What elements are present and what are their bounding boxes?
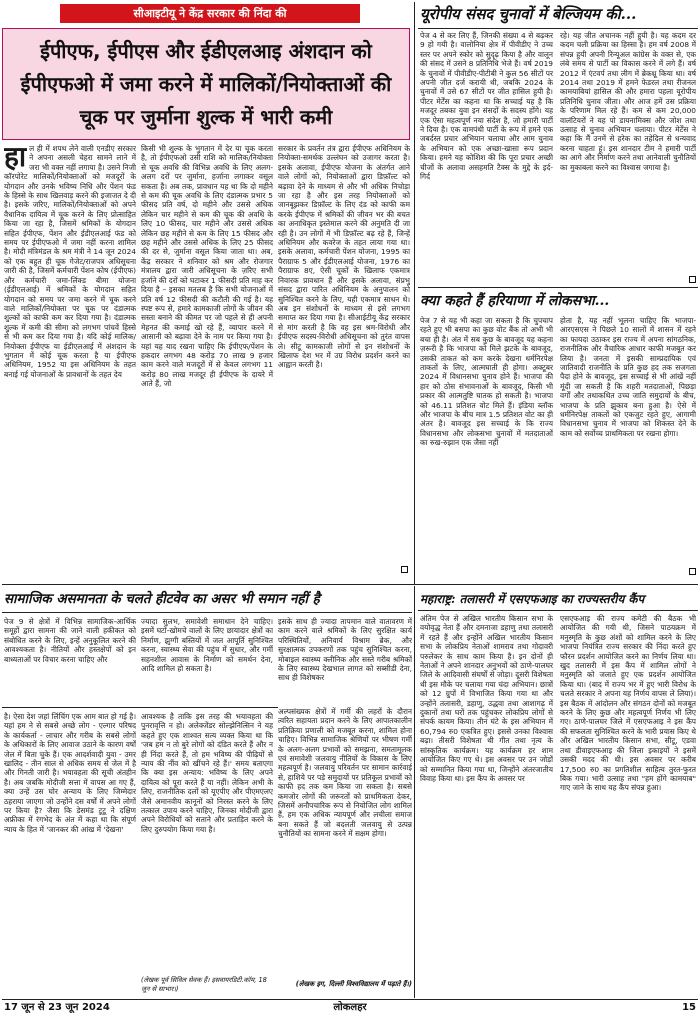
- heatwave-credit: (लेखक इग, दिल्ली विश्वविद्यालय में पढ़ाते हैं।): [295, 980, 412, 988]
- kicker-bar: सीआइटीयू ने केंद्र सरकार की निंदा की: [60, 4, 360, 23]
- dropcap: हा: [4, 144, 27, 173]
- end-mark: [401, 566, 408, 573]
- column-divider: [414, 2, 415, 584]
- heatwave-rule: [2, 612, 412, 613]
- belgium-col1: पेज 4 से कर लिए हैं, जिनकी संख्या 4 से बढ़कर 9 हो गयी है। वालोनिया क्षेत्र में पीवीडीए ने उच्च स्तर पर अपने स्कोर को सुदृढ़ किया है और वालून की संसद में उसने 8 प्रतिनिधि भेजे हैं। वर्ष 2019 के चुनावों में पीवीडीए-पीटीबी ने कुल 56 सीटों पर अपनी जीत दर्ज करायी थी, जबकि 2024 के चुनावों में उसे 67 सीटों पर जीत हासिल हुयी है। पीटर मेर्टेंस का कहना था कि सच्चाई यह है कि मजदूर तबका युवा इन संसदों के सदस्य होंगे। यह एक ऐसा महत्वपूर्ण नया संदेश है, जो हमारी पार्टी ने दिया है। एक वामपंथी पार्टी के रूप में हमने एक जबर्दस्त प्रचार अभियान चलाया और आम चुनाव के अभियान को एक अच्छा-खासा रूप प्रदान किया। हमने यह कोशिश की कि पूरा प्रचार अच्छी चीजों के अलावा असहमति टैक्स के मुद्दे के इर्द-गिर्द: [420, 31, 553, 182]
- main-story-col1: हा ल ही में शपथ लेने वाली एनडीए सरकार ने अपना असली चेहरा सामने लाने में जरा भी वक्त नहीं लगाया है। उसने निजी कॉरपोरेट मालिकों/नियोक्ताओं को मजदूरों के योगदान और उनके भविष्य निधि और पेंशन फंड के हिस्से के साथ खिलवाड़ करने की इजाजत दे दी है। इसके जरिए, मालिकों/नियोक्ताओं को अपने वैधानिक दायित्व में चूक करने के लिए प्रोत्साहित किया जा रहा है, जिसमें श्रमिकों के योगदान सहित ईपीएफ, पेंशन और ईडीएलआई फंड को समय पर ईपीएफओ में जमा नहीं करना शामिल है। मोदी मंत्रिमंडल के श्रम मंत्री ने 14 जून 2024 को एक बहुत ही चूक गेजेट/राजपत्र अधिसूचना जारी की है, जिसमें कर्मचारी पेंशन कोष (ईपीएफ) और कर्मचारी जमा-लिंक्ड बीमा योजना (ईडीएलआई) में श्रमिकों के योगदान सहित योगदान को समय पर जमा करने में चूक करने वाले मालिकों/नियोक्ता पर चूक पर दंडात्मक शुल्कों को काफी कम कर दिया गया है। दंडात्मक शुल्क में कमी की सीमा को लगभग पांचवें हिस्से से भी कम कर दिया गया है। यदि कोई मालिक/नियोक्ता ईपीएफ या ईडीएलआई में अंशदान के भुगतान में कोई चूक करता है या ईपीएफ अधिनियम, 1952 या इस अधिनियम के तहत बनाई गई योजनाओं के प्रावधानों के तहत देय: [4, 144, 136, 379]
- heatwave-headline: सामाजिक असमानता के चलते हीटवेव का असर भी समान नहीं है: [4, 591, 320, 607]
- haryana-col2: होता है, यह नहीं भूलना चाहिए कि भाजपा-आरएसएस ने पिछले 10 सालों में शासन में रहने का फायदा उठाकर इस राज्य में अपना सांगठनिक, राजनीतिक और वैचारिक आधार काफी मजबूत कर लिया है। जनता में इसकी साम्प्रदायिक एवं जातिवादी राजनीति के प्रति कुछ हद तक सजगता पैदा होने के बावजूद, इस सच्चाई से भी आंखें नहीं मूंदी जा सकती है कि शहरी मतदाताओं, पिछड़ा वर्गों और तथाकथित उच्च जाति समुदायों के बीच, भाजपा के प्रति झुकाव बना हुआ है। ऐसे में धर्मनिरपेक्ष ताकतों को एकजुट रहते हुए, आगामी विधानसभा चुनाव में भाजपा को शिकस्त देने के काम को सर्वोच्च प्राथमिकता पर रखना होगा।: [560, 316, 696, 438]
- opinion-col1: है। ऐसा देश जहां लिंचिंग एक आम बात हो गई है। यहां हम ने से सबसे अच्छे लोग - एल्गार परिषद के कार्यकर्ता - लाचार और गरीब के सबसे लोगों के अधिकारों के लिए आवाज उठाने के कारण वर्षों जेल में बिता चुके हैं। एक आदर्शवादी युवा - उमर खालिद - तीन साल से अधिक समय से जेल में है और गिनती जारी है। भयावहता की सूची अंतहीन है। अब जबकि मोदीजी सत्ता में वापस आ गए हैं, क्या उन्हें उस घोर अन्याय के लिए जिम्मेदार ठहराया जाएगा जो उन्होंने दस वर्षों में अपने लोगों पर किया है? जैसा कि डेसमंड टूटू ने दक्षिण अफ्रीका में रंगभेद के अंत में कहा था कि संपूर्ण न्याय के हित में 'जानकर की आंख में 'देखना': [4, 712, 136, 834]
- footer-page-number: 15: [682, 1002, 696, 1013]
- haryana-col1: पेज 7 से यह भी कहा जा सकता है कि चुपचाप रहते हुए भी बसपा का कुछ वोट बैंक तो अभी भी बचा ही है। अंत में सब कुछ के बावजूद यह कहना ज़रूरी है कि भाजपा को मिले झटके के बावजूद, उसकी ताकत को कम करके देखना धर्मनिरपेक्ष ताकतों के लिए, आत्मघाती ही होगा। अक्टूबर 2024 में विधानसभा चुनाव होने हैं। भाजपा की हार को ठोस संभावनाओं के बावजूद, किसी भी प्रकार की आत्मतुष्टि घातक हो सकती है। भाजपा को 46.11 प्रतिशत वोट मिले हैं। इंडिया ब्लॉक और भाजपा के बीच मात्र 1.5 प्रतिशत वोट का ही अंतर है। बावजूद इस सच्चाई के कि राज्य विधानसभा और लोकसभा चुनावों में मतदाताओं का रुख-रुझान एक जैसा नहीं: [420, 316, 553, 448]
- heatwave-col2: ज्यादा सुलभ, समावेशी समाधान देने चाहिए। इसमें घटों-खोमचे वालों के लिए छायादार क्षेत्रों का निर्माण, झुग्गी बस्तियों में जल आपूर्ति सुनिश्चित करना, स्वास्थ्य सेवा की पहुंच में सुधार, और गर्मी सहनशील आवास के निर्माण को समर्थन देना, आदि शामिल हो सकता है।: [141, 617, 273, 674]
- main-headline-box: [2, 28, 410, 140]
- belgium-headline: यूरोपीय संसद चुनावों में बेल्जियम की...: [420, 5, 637, 23]
- sfi-rule: [418, 610, 698, 611]
- haryana-end-mark: [689, 568, 696, 575]
- footer-date: 17 जून से 23 जून 2024: [4, 1002, 110, 1013]
- sfi-col1: अंतिम पेज से अखिल भारतीय किसान सभा के वयोवृद्ध नेता हैं और दमनाजा डहाणु तथा तलासरी में रहते हैं और इन्होंने अखिल भारतीय किसान सभा के लोकप्रिय नेताओं शामराव तथा गोदावरी परुलेकर के साथ काम किया है। इन दोनों ही नेताओं ने अपने शानदार अनुभवों को ठाणे-पालघर जिले के आदिवासी संघर्षों से जोड़ा। दूसरी विशेषता थी इस मौके पर चलाया गया चंदा अभियान। छात्रों को 12 ग्रुपों में विभाजित किया गया था और उन्होंने तलासरी, डहाणु, उद्धवा तथा आशागढ़ में दुकानों तथा घरों तक पहुंचकर लोकप्रिय लोगों से संपर्क कायम किया। तीन घंटे के इस अभियान में 60,794 रु0 एकत्रित हुए। इससे उनका विश्वास बढ़ा। तीसरी विशेषता थी गीत तथा नृत्य के सांस्कृतिक कार्यक्रम। यह कार्यक्रम हर शाम आयोजित किए गए थे। इस अवसर पर उन जोड़ों को सम्मानित किया गया था, जिन्होंने अंतरजातीय विवाह किया था। इस कैंप के अवसर पर: [420, 614, 553, 783]
- haryana-top-rule: [418, 287, 698, 288]
- main-story-col2: किसी भी शुल्क के भुगतान में देर या चूक करता है, तो ईपीएफओ उसी राशि को मालिक/नियोक्ता से चूक अवधि की विभिन्न अवधि के लिए अलग-अलग दरों पर जुर्माना, हर्जाना लगाकर वसूल सकता है। अब तक, प्रावधान यह था कि दो महीने से कम की चूक अवधि के लिए दंडात्मक प्रभार 5 फीसद प्रति वर्ष, दो महीने और उससे अधिक लेकिन चार महीने से कम की चूक की अवधि के लिए 10 फीसद, चार महीने और उससे अधिक लेकिन छह महीने से कम के लिए 15 फीसद और छह महीने और उससे अधिक के लिए 25 फीसद की दर से, जुर्माना वसूल किया जाता था। अब, केंद्र सरकार ने शनिवार को श्रम और रोजगार मंत्रालय द्वारा जारी अधिसूचना के ज़रिए सभी हर्जाने की दरों को घटाकर 1 फीसदी प्रति माह कर दिया है – इसका मतलब है कि सभी योजनाओं में प्रति वर्ष 12 फीसदी की कटौती की गई है। यह स्पष्ट रूप से, हमारे कामकाजी लोगों के जीवन की सस्ता बनाने की कीमत पर जो पहले से ही अपनी मेहनत की कमाई खो रहे हैं, व्यापार करने में आसानी को बढ़ावा देने के नाम पर किया गया है। यहां यह याद रखना चाहिए कि ईपीएफ/पेंशन के हकदार लगभग 48 करोड़ 70 लाख 9 हजार काम करने वाले मजदूरों में से केवल लगभग 11 करोड़ 80 लाख मजदूर ही ईपीएफ के दायरे में आते हैं, जो: [141, 144, 273, 389]
- belgium-end-mark: [689, 276, 696, 283]
- haryana-headline: क्या कहते हैं हरियाणा में लोकसभा...: [420, 293, 610, 309]
- bottom-divider: [414, 586, 415, 998]
- main-story-col3: सरकार के प्रवर्तन तंत्र द्वारा ईपीएफ अधिनियम के नियोक्ता-समर्थक उल्लंघन को उजागर करता है। इसके अलावा, ईपीएफ योजना के अंतर्गत आने वाले लोगों को, नियोक्ताओं द्वारा डिफ़ॉल्ट को बढ़ावा देने के माध्यम से और भी अधिक निचोड़ा जा रहा है और इस तरह नियोक्ताओं को जानबूझकर डिफ़ॉल्ट के लिए दंड को काफी कम करके ईपीएफ में श्रमिकों की जीवन भर की बचत का अनाधिकृत इस्तेमाल करने की अनुमति दी जा रही है। उन लोगों में भी डिफ़ॉल्ट बढ़ रहे हैं, जिन्हें अधिनियम और कवरेज के तहत लाया गया था। इसके अलावा, कर्मचारी पेंशन योजना, 1995 का पैराग्राफ 5 और ईडीएलआई योजना, 1976 का पैराग्राफ 8ए, ऐसी चूकों के खिलाफ एकमात्र निवारक प्रावधान हैं और इसके अलावा, संप्रभु संसद द्वारा पारित अधिनियम के अनुपालन को सुनिश्चित करने के लिए, यही एकमात्र साधन थे। अब इन संशोधनों के माध्यम से इसे लगभग समाप्त कर दिया गया है। सीआईटीयू केंद्र सरकार से मांग करती है कि वह इस श्रम-विरोधी और ईपीएफ सदस्य-विरोधी अधिसूचना को तुरंत वापस ले। सीटू कामकाजी लोगों से इन संशोधनों के खिलाफ देश भर में उग्र विरोध प्रदर्शन करने का आह्वान करती है।: [278, 144, 410, 370]
- footer-rule: [2, 999, 698, 1000]
- main-headline: ईपीएफ, ईपीएस और ईडीएलआइ अंशदान को ईपीएफओ में जमा करने में मालिकों/नियोक्ताओं की चूक पर जुर्माना शुल्क में भारी कमी: [20, 39, 392, 129]
- sfi-col2: एसएफआइ की राज्य कमेटी की बैठक भी आयोजित की गयी थी, जिसने पाठयक्रम में मनुस्मृति के कुछ अंशों को शामिल करने के लिए भाजपा नियंत्रित राज्य सरकार की निंदा करते हुए फौरन प्रदर्शन आयोजित करने का निर्णय लिया था। खुद तलासरी में इस कैंप में शामिल लोगों ने मनुस्मृति को जलाते हुए एक प्रदर्शन आयोजित किया था। (बाद में राज्य भर में हुए भारी विरोध के चलते सरकार ने अपना यह निर्णय वापस ले लिया)। इस बैठक में आंदोलन और संगठन दोनों को मजबूत करने के लिए कुछ और महत्वपूर्ण निर्णय भी लिए गए। ठाणे-पालघर जिले में एसएफआइ ने इस कैंप की सफलता सुनिश्चित करने के भारी प्रयास किए थे और अखिल भारतीय किसान सभा, सीटू, एडवा तथा डीवाइएफआइ की जिला इकाइयों ने इसमें उसकी मदद की थी। इस अवसर पर करीब 17,500 रु0 का प्रगतिशील साहित्य तुरत-फुरत बिक गया। भारी उत्साह तथा "हम होंगे कामयाब" गाए जाने के साथ यह कैंप संपन्न हुआ।: [560, 614, 696, 793]
- opinion-col2: आवश्यक है ताकि इस तरह की भयावहता की पुनरावृत्ति न हो। अलेक्जेंडर सोल्झेनित्सिन ने यह कहते हुए एक शाश्वत सत्य व्यक्त किया था कि 'जब हम न तो बुरे लोगों को दंडित करते हैं और न ही निंदा करते हैं, तो हम भविष्य की पीढ़ियों से न्याय की नींव को खींचने रहे हैं।' समय बताएगा कि क्या इस अन्याय: भविष्य के लिए अपने दायित्व को पूरा करते हैं या नहीं। लेकिन अभी के लिए, राजनीतिक दलों को यूएपीए और पीएमएलए जैसे अमानवीय कानूनों को निरस्त करने के लिए तत्काल उपाय करने चाहिए, जिनका मोदीजी द्वारा अपने विरोधियों को सताने और प्रताड़ित करने के लिए दुरुपयोग किया गया है।: [141, 712, 273, 834]
- heatwave-col3: इसके साथ ही ज्यादा तापमान वाले वातावरण में काम करने वाले श्रमिकों के लिए सुरक्षित कार्य परिस्थितियों, अनिवार्य विश्राम ब्रेक, और सुरक्षात्मक उपकरणों तक पहुंच सुनिश्चित करना, मोबाइल स्वास्थ्य क्लीनिक और सस्ते गरीब श्रमिकों के लिए स्वास्थ्य देखभाल लागत को सब्सीडी देना, साथ ही विशेषकर: [278, 617, 412, 683]
- sfi-headline: महाराष्ट्र: तलासरी में एसएफआइ का राज्यस्तरीय कैंप: [420, 592, 645, 606]
- heatwave-col3-cont: अल्पसंख्यक क्षेत्रों में गर्मी की लहरों के दौरान त्वरित सहायता प्रदान करने के लिए आपातकालीन प्रतिक्रिया प्रणाली को मजबूत करना, शामिल होना चाहिए। विभिन्न सामाजिक श्रेणियों पर भीषण गर्मी के अलग-अलग प्रभावों को समझना, समतामूलक एवं समावेशी जलवायु नीतियों के विकास के लिए महत्वपूर्ण है। जलवायु परिवर्तन पर सामान कार्रवाई से, हाशिये पर पड़े समुदायों पर प्रतिकूल प्रभावों को काफी हद तक कम किया जा सकता है। सबसे कमजोर लोगों की जरूरतों को प्राथमिकता देकर, जिसमें अनौपचारिक रूप से नियोजित लोग शामिल हैं, हम एक अधिक न्यायपूर्ण और लचीला समाज बना सकते हैं जो बदलती जलवायु से उत्पन्न चुनौतियों का सामना करने में सक्षम होगा।: [278, 707, 412, 839]
- heatwave-inner-rule: [2, 707, 278, 708]
- footer-paper-name: लोकलहर: [333, 1002, 367, 1013]
- section-separator: [2, 584, 698, 585]
- belgium-rule: [418, 28, 698, 29]
- belgium-col2: रहे। यह जीत अचानक नहीं हुयी है। यह कदम दर कदम चली प्रक्रिया का हिस्सा है। हम वर्ष 2008 में संपन्न हुयी अपनी रिन्यूअल कांग्रेस के वक्त से, एक लंबे समय से पार्टी का विकास करने में लगे हैं। वर्ष 2012 में एंटवर्प तथा लीग में ब्रेकथ्रू किया था। वर्ष 2014 तथा 2019 में हमने फेडरल तथा रीजनल कामयाबियां हासिल की और हमारा पहला यूरोपीय प्रतिनिधि चुनाव जीता। और आज हमें उस प्रक्रिया के परिणाम मिल रहे हैं। कम से कम 20,000 वालंटियरों ने यह पो डायनामिक्स और जोश तथा उत्साह से चुनाव अभियान चलाया। पीटर मेर्टेंस ने कहा कि मैं उनमें से हरेक का तहेदिल से धन्यवाद करना चाहता हूं। इस शानदार टीम ने हमारी पार्टी का आगे और निर्माण करने तथा आनेवाली चुनौतियों का मुकाबला करने का विश्वास जगाया है।: [560, 31, 696, 172]
- opinion-credit: (लेखक पूर्व सिविल सेवक हैं। इसवायरडिटी.कॉम, 18 जून से साभार।): [141, 976, 267, 993]
- heatwave-col1: पेज 9 से क्षेत्रों में विभिन्न सामाजिक-आर्थिक समूहों द्वारा सामना की जाने वाली हकीकत को संबोधित करने के लिए, इन्हें अनुकूलित करने की आवश्यकता है। नीतियों और हस्तक्षेपों को इन बाध्यताओं पर विचार करना चाहिए और: [4, 617, 136, 664]
